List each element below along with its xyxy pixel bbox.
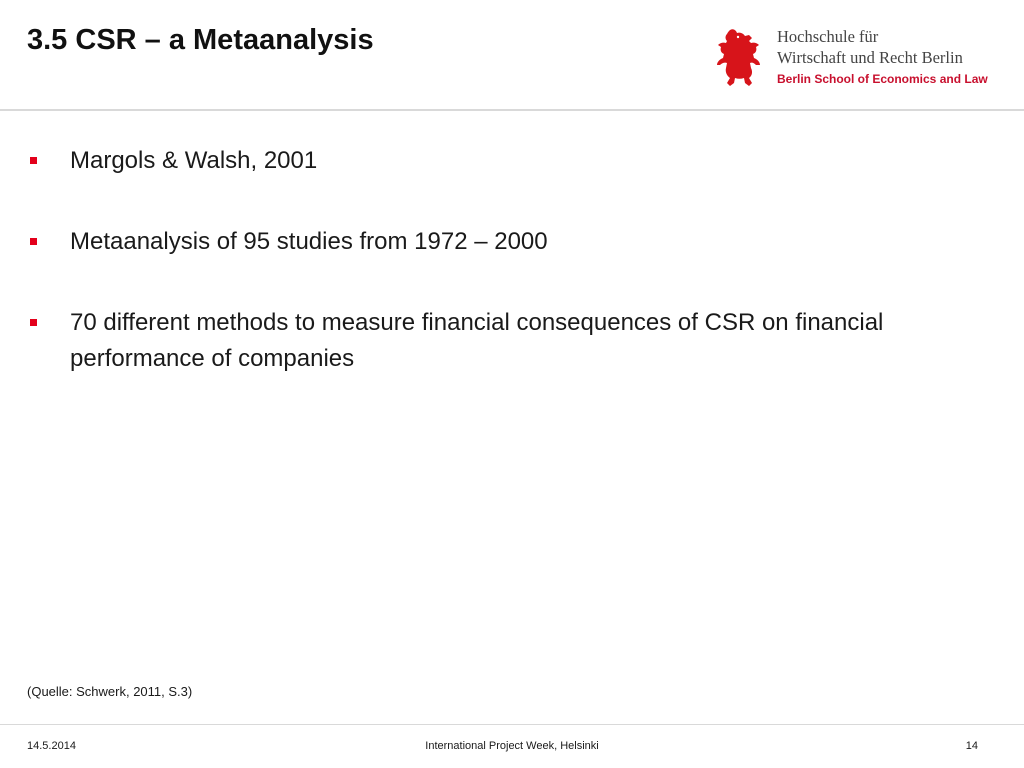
logo-line-1: Hochschule für [777, 27, 879, 46]
bullet-text: Margols & Walsh, 2001 [70, 147, 318, 174]
source-citation: (Quelle: Schwerk, 2011, S.3) [27, 684, 193, 699]
bullet-text: 70 different methods to measure financial consequences of CSR on financial performance of companies [70, 309, 884, 372]
bullet-item [28, 224, 988, 260]
bullet-square-icon [30, 319, 37, 326]
bullet-square-icon [30, 157, 37, 164]
slide-title: 3.5 CSR – a Metaanalysis [27, 24, 374, 56]
footer-date: 14.5.2014 [27, 740, 76, 752]
university-logo [716, 22, 1006, 96]
bullet-square-icon [30, 238, 37, 245]
berlin-bear-icon [716, 28, 762, 88]
header-divider [0, 109, 1024, 111]
logo-line-3: Berlin School of Economics and Law [777, 72, 988, 86]
bullet-item [28, 305, 988, 377]
bullet-item [28, 143, 988, 179]
bullet-text: Metaanalysis of 95 studies from 1972 – 2000 [70, 228, 548, 255]
logo-line-2: Wirtschaft und Recht Berlin [777, 48, 963, 67]
logo-text [777, 26, 988, 87]
bullet-list [28, 143, 988, 377]
footer-event: International Project Week, Helsinki [425, 740, 599, 752]
page-number: 14 [965, 740, 978, 752]
footer-divider [0, 724, 1024, 725]
